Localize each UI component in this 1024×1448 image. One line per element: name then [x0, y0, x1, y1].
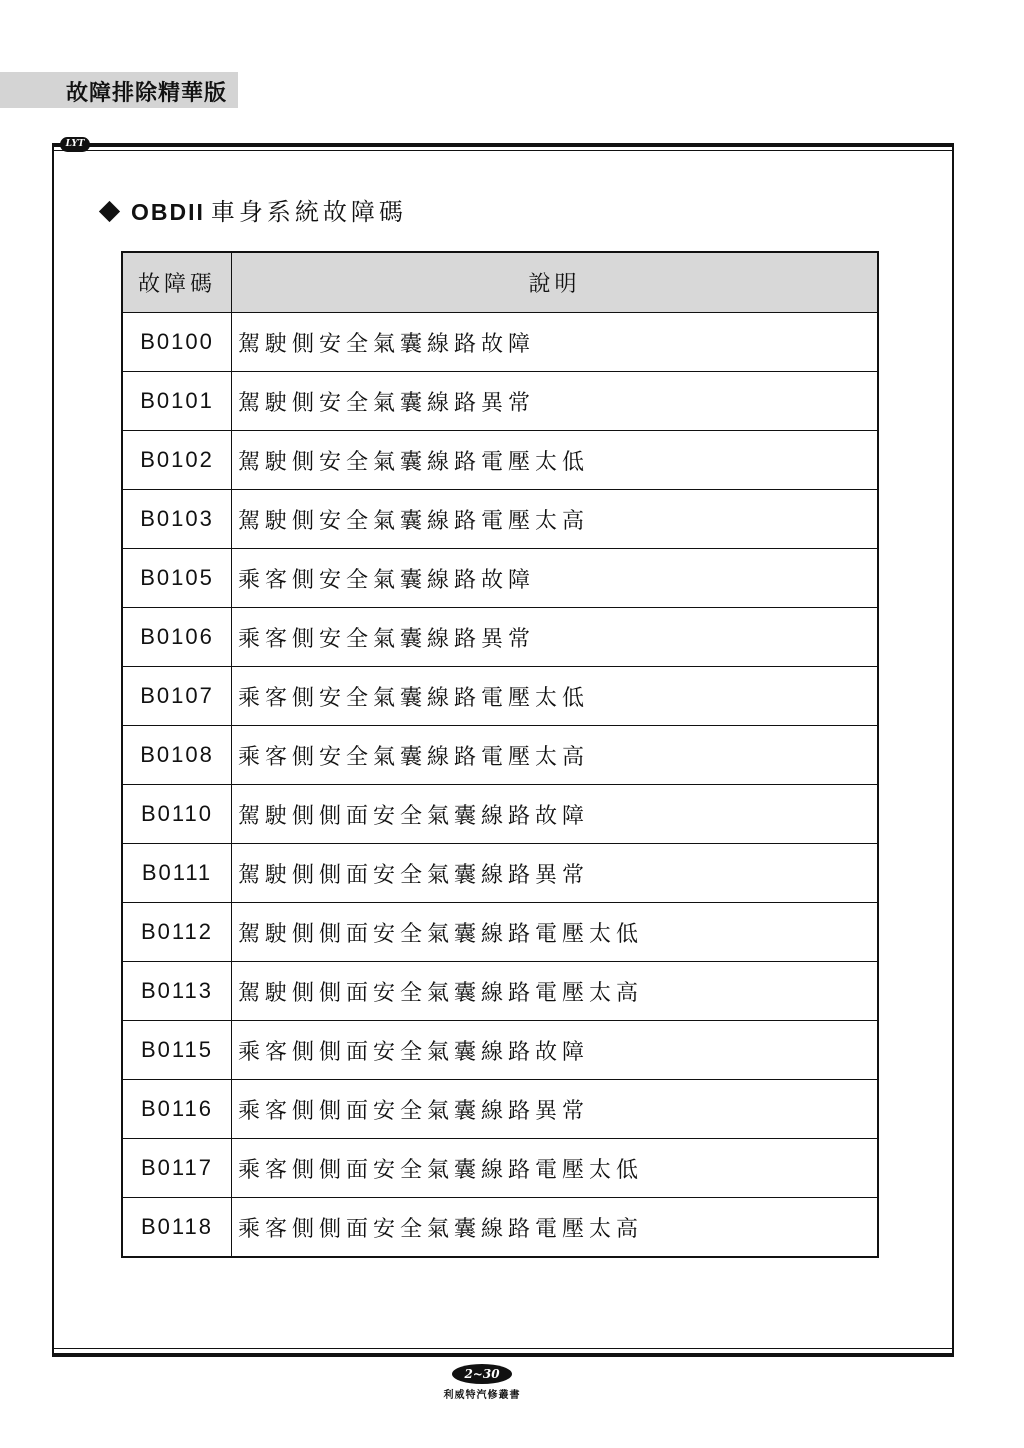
fault-code-cell: B0110	[122, 785, 232, 844]
table-header-row	[122, 252, 878, 313]
fault-code-cell: B0105	[122, 549, 232, 608]
table-row	[122, 490, 878, 549]
fault-description-cell: 駕駛側側面安全氣囊線路電壓太低	[232, 903, 879, 962]
fault-code-table	[121, 251, 879, 1258]
publisher-name: 利威特汽修叢書	[443, 1390, 521, 1401]
table-row	[122, 726, 878, 785]
diamond-bullet-icon	[99, 201, 120, 222]
fault-code-cell: B0103	[122, 490, 232, 549]
table-row	[122, 962, 878, 1021]
fault-description-cell: 駕駛側安全氣囊線路電壓太低	[232, 431, 879, 490]
fault-description-cell: 乘客側安全氣囊線路異常	[232, 608, 879, 667]
table-row	[122, 903, 878, 962]
fault-description-cell: 乘客側側面安全氣囊線路電壓太低	[232, 1139, 879, 1198]
table-row	[122, 844, 878, 903]
header-tab	[0, 72, 238, 108]
fault-code-cell: B0115	[122, 1021, 232, 1080]
fault-description-cell: 乘客側側面安全氣囊線路異常	[232, 1080, 879, 1139]
table-row	[122, 372, 878, 431]
fault-code-cell: B0113	[122, 962, 232, 1021]
fault-description-cell: 乘客側安全氣囊線路故障	[232, 549, 879, 608]
frame-left-border	[52, 143, 54, 1355]
column-header-code: 故障碼	[122, 252, 232, 313]
table-row	[122, 608, 878, 667]
fault-code-cell: B0111	[122, 844, 232, 903]
fault-code-cell: B0106	[122, 608, 232, 667]
frame-bottom-rule-thin	[52, 1348, 954, 1349]
table-row	[122, 1198, 878, 1258]
fault-description-cell: 駕駛側側面安全氣囊線路電壓太高	[232, 962, 879, 1021]
fault-code-cell: B0112	[122, 903, 232, 962]
fault-description-cell: 駕駛側側面安全氣囊線路故障	[232, 785, 879, 844]
fault-code-cell: B0108	[122, 726, 232, 785]
fault-code-cell: B0101	[122, 372, 232, 431]
fault-description-cell: 乘客側安全氣囊線路電壓太低	[232, 667, 879, 726]
fault-description-cell: 駕駛側安全氣囊線路異常	[232, 372, 879, 431]
fault-code-cell: B0117	[122, 1139, 232, 1198]
fault-description-cell: 乘客側安全氣囊線路電壓太高	[232, 726, 879, 785]
fault-description-cell: 駕駛側安全氣囊線路電壓太高	[232, 490, 879, 549]
page-number-badge: 2~30	[452, 1364, 512, 1384]
section-title-latin: OBDII	[131, 199, 205, 225]
fault-description-cell: 乘客側側面安全氣囊線路故障	[232, 1021, 879, 1080]
fault-code-cell: B0100	[122, 313, 232, 372]
book-title: 故障排除精華版	[66, 81, 228, 106]
table-row	[122, 549, 878, 608]
fault-code-cell: B0118	[122, 1198, 232, 1258]
section-title	[96, 192, 407, 227]
fault-code-cell: B0107	[122, 667, 232, 726]
frame-right-border	[952, 143, 954, 1355]
table-row	[122, 1021, 878, 1080]
fault-description-cell: 駕駛側側面安全氣囊線路異常	[232, 844, 879, 903]
section-title-cjk: 車身系統故障碼	[210, 198, 407, 226]
fault-description-cell: 乘客側側面安全氣囊線路電壓太高	[232, 1198, 879, 1258]
table-row	[122, 1139, 878, 1198]
table-row	[122, 1080, 878, 1139]
frame-bottom-rule	[52, 1353, 954, 1357]
publisher-logo-badge: LYT	[60, 137, 90, 152]
table-row	[122, 431, 878, 490]
frame-top-rule	[52, 143, 954, 147]
column-header-description: 說明	[232, 252, 879, 313]
table-row	[122, 785, 878, 844]
fault-description-cell: 駕駛側安全氣囊線路故障	[232, 313, 879, 372]
fault-code-cell: B0102	[122, 431, 232, 490]
frame-top-rule-thin	[52, 150, 954, 151]
table-row	[122, 313, 878, 372]
table-row	[122, 667, 878, 726]
fault-code-cell: B0116	[122, 1080, 232, 1139]
